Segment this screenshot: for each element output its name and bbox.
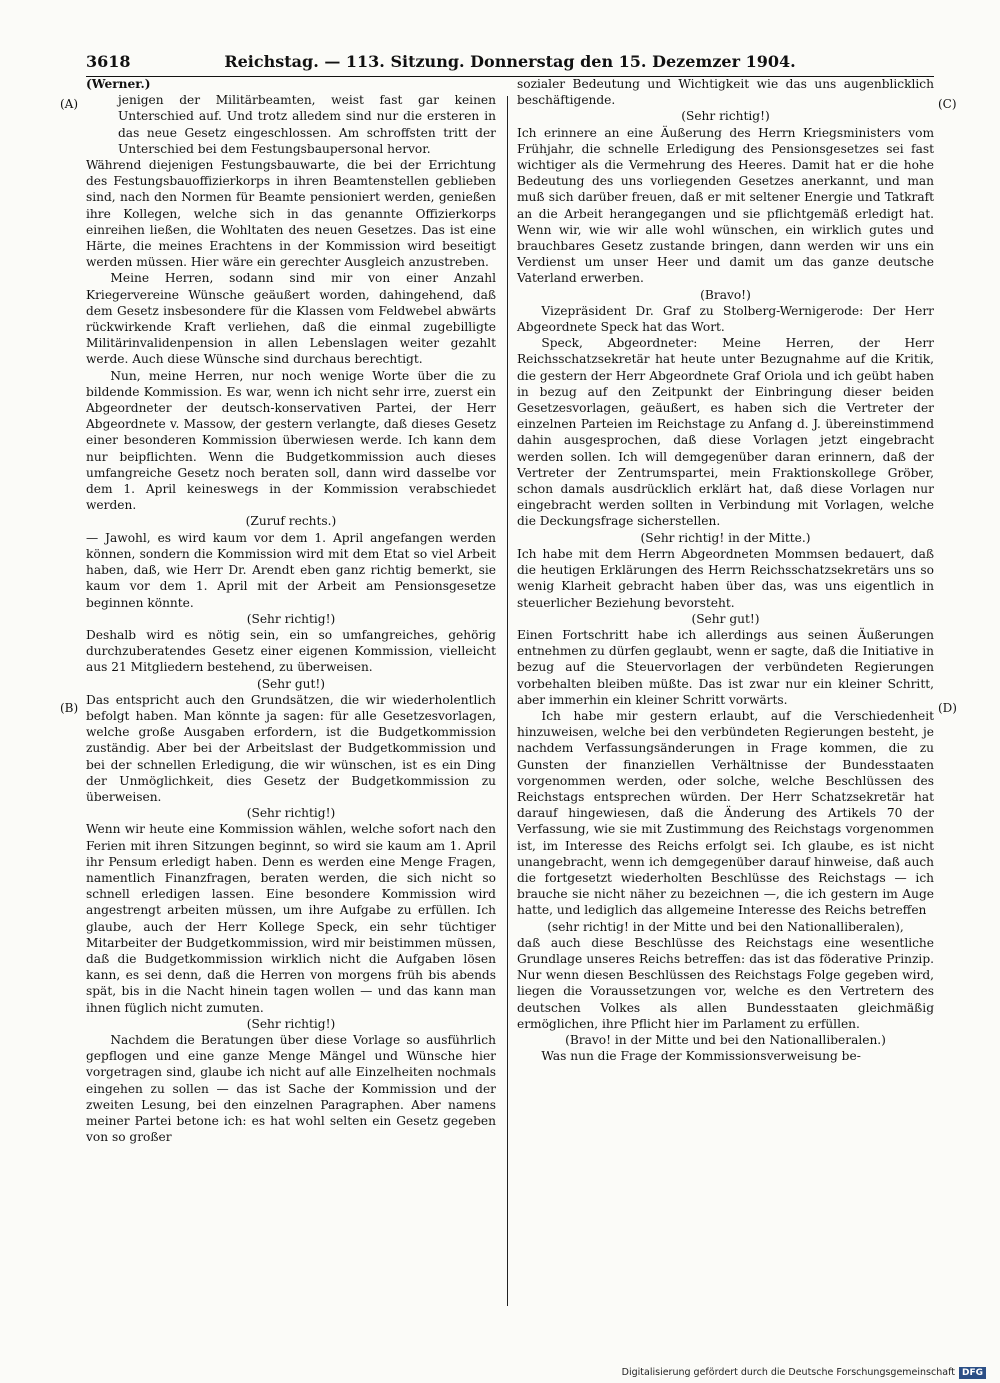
paragraph: Das entspricht auch den Grundsätzen, die wir wiederholentlich befolgt haben. Man könnte ja sagen: für alle Gesetzesvorlagen, welche große Ausgaben erfordern, ist die Budgetkommission zuständig. Aber bei der Arbeitslast der Budgetkommission und bei der schnellen Erledigung, die wir wünschen, ist es ein Ding der Unmöglichkeit, dies Gesetz der Budgetkommission zu überweisen. xyxy=(86,692,496,804)
interjection: (Sehr richtig! in der Mitte.) xyxy=(640,530,811,545)
running-header xyxy=(86,52,934,77)
paragraph: Wenn wir heute eine Kommission wählen, welche sofort nach den Ferien mit ihren Sitzungen beginnt, so wird sie kaum am 1. April ihr Pensum erledigt haben. Denn es werden eine Menge Fragen, namentlich Finanzfragen, beraten werden, die sich nicht so schnell erledigen lassen. Eine besondere Kommission wird angestrengt arbeiten müssen, um ihre Aufgabe zu erfüllen. Ich glaube, auch der Herr Kollege Speck, ein sehr tüchtiger Mitarbeiter der Budgetkommission, wird mir beistimmen müssen, daß die Budgetkommission wirklich nicht die Aufgaben lösen kann, es sei denn, daß die Herren von morgens früh bis abends spät, bis in die Nacht hinein tagen wollen — und das kann man ihnen füglich nicht zumuten. xyxy=(86,822,496,1015)
column-divider xyxy=(507,96,508,1306)
interjection: (Sehr richtig!) xyxy=(246,1016,336,1031)
paragraph: Während diejenigen Festungsbauwarte, die bei der Errichtung des Festungsbauoffizierkorps in ihren Beamtenstellen geblieben sind, nach den Normen für Beamte pensioniert werden, genießen ihre Kollegen, welche sich in das genannte Offizierkorps einreihen ließen, die Wohltaten des neuen Gesetzes. Das ist eine Härte, die meines Erachtens in der Kommission wird beseitigt werden müssen. Hier wäre ein gerechter Ausgleich anzustreben. xyxy=(86,158,496,270)
interjection: (Sehr gut!) xyxy=(691,611,760,626)
paragraph: jenigen der Militärbeamten, weist fast gar keinen Unterschied auf. Und trotz alledem sind nur die ersteren in das neue Gesetz eingeschlossen. Am schroffsten tritt der Unterschied bei dem Festungsbaupersonal hervor. xyxy=(118,93,496,156)
paragraph: Ich habe mir gestern erlaubt, auf die Verschiedenheit hinzuweisen, welche bei den verbündeten Regierungen besteht, je nachdem Verfassungsänderungen in Frage kommen, die zu Gunsten der finanziellen Verhältnisse der Bundesstaaten vorgenommen werden, oder solche, welche Beschlüssen des Reichstags entsprechen würden. Der Herr Schatzsekretär hat darauf hingewiesen, daß die Änderung des Artikels 70 der Verfassung, wie sie mit Zustimmung des Reichstags vorgenommen ist, im Interesse des Reichs erfolgt sei. Ich glaube, es ist nicht unangebracht, wenn ich demgegenüber darauf hinweise, daß auch die fortgesetzt wiederholten Beschlüsse des Reichstags — ich brauche sie nicht näher zu bezeichnen —, die ich gestern im Auge hatte, und lediglich das allgemeine Interesse des Reichs betreffen xyxy=(517,708,934,918)
interjection: (Sehr richtig!) xyxy=(246,611,336,626)
paragraph: Was nun die Frage der Kommissionsverweisung be- xyxy=(541,1049,861,1064)
paragraph: Meine Herren, sodann sind mir von einer Anzahl Kriegervereine Wünsche geäußert worden, dahingehend, daß dem Gesetz insbesondere für die Klassen vom Feldwebel abwärts rückwirkende Kraft verliehen, daß die einmal zugebilligte Militärinvalidenpension in allen Lebenslagen weiter gezahlt werde. Auch diese Wünsche sind durchaus berechtigt. xyxy=(86,271,496,367)
interjection: (Bravo!) xyxy=(700,287,751,302)
left-column xyxy=(86,76,496,1145)
paragraph: Nachdem die Beratungen über diese Vorlage so ausführlich gepflogen und eine ganze Menge Mängel und Wünsche hier vorgetragen sind, glaube ich nicht auf alle Einzelheiten nochmals eingehen zu sollen — das ist Sache der Kommission und der zweiten Lesung, bei den einzelnen Paragraphen. Aber namens meiner Partei betone ich: es hat wohl selten ein Gesetz gegeben von so großer xyxy=(86,1032,496,1145)
footer-credit: Digitalisierung gefördert durch die Deutsche Forschungsgemeinschaft xyxy=(621,1367,955,1378)
dfg-logo: DFG xyxy=(959,1367,986,1379)
paragraph: Speck, Abgeordneter: Meine Herren, der Herr Reichsschatzsekretär hat heute unter Bezugnahme auf die Kritik, die gestern der Herr Abgeordnete Graf Oriola und ich geübt haben in bezug auf den Zeitpunkt der Einbringung dieser beiden Gesetzesvorlagen, geäußert, es haben sich die Vertreter der einzelnen Parteien im Reichstage zu Anfang d. J. übereinstimmend dahin ausgesprochen, daß diese Vorlagen jetzt eingebracht werden sollen. Ich will demgegenüber daran erinnern, daß der Vertreter der Zentrumspartei, mein Fraktionskollege Gröber, schon damals ausdrücklich erklärt hat, daß diese Vorlagen nur eingebracht werden sollten in Verbindung mit Vorlagen, welche die Deckungsfrage sicherstellen. xyxy=(517,336,934,529)
speaker-name: (Werner.) xyxy=(86,77,151,91)
right-column xyxy=(517,76,934,1064)
paragraph: sozialer Bedeutung und Wichtigkeit wie das uns augenblicklich beschäftigende. xyxy=(517,77,934,108)
paragraph: Nun, meine Herren, nur noch wenige Worte über die zu bildende Kommission. Es war, wenn ich nicht sehr irre, zuerst ein Abgeordneter der deutsch-konservativen Partei, der Herr Abgeordnete v. Massow, der gestern verlangte, daß dieses Gesetz einer besonderen Kommission überwiesen werde. Ich kann dem nur beipflichten. Wenn die Budgetkommission auch dieses umfangreiche Gesetz noch beraten soll, dann wird dasselbe vor dem 1. April keineswegs in der Kommission verabschiedet werden. xyxy=(86,368,496,513)
running-title: Reichstag. — 113. Sitzung. Donnerstag den 15. Dezemzer 1904. xyxy=(224,52,796,71)
paragraph: Ich habe mit dem Herrn Abgeordneten Mommsen bedauert, daß die heutigen Erklärungen des Herrn Reichsschatzsekretärs uns so wenig Klarheit gebracht haben über das, was uns eigentlich in steuerlicher Beziehung bevorsteht. xyxy=(517,546,934,610)
margin-mark-b: (B) xyxy=(60,701,79,715)
page-number: 3618 xyxy=(86,52,131,71)
paragraph: Einen Fortschritt habe ich allerdings aus seinen Äußerungen entnehmen zu dürfen geglaubt, wenn er sagte, daß die Initiative in bezug auf die Steuervorlagen der verbündeten Regierungen vorbehalten bleiben müßte. Das ist zwar nur ein kleiner Schritt, aber immerhin ein kleiner Schritt vorwärts. xyxy=(517,627,934,707)
footer xyxy=(596,1365,986,1381)
interjection: (Sehr richtig!) xyxy=(681,109,770,124)
interjection: (Bravo! in der Mitte und bei den Nationalliberalen.) xyxy=(565,1032,886,1047)
paragraph: — Jawohl, es wird kaum vor dem 1. April angefangen werden können, sondern die Kommission wird mit dem Etat so viel Arbeit haben, daß, wie Herr Dr. Arendt eben ganz richtig bemerkt, sie kaum vor dem 1. April mit der Arbeit am Pensionsgesetze beginnen könnte. xyxy=(86,530,496,610)
paragraph: Deshalb wird es nötig sein, ein so umfangreiches, gehörig durchzuberatendes Gesetz einer eigenen Kommission, vielleicht aus 21 Mitgliedern bestehend, zu überweisen. xyxy=(86,627,496,675)
interjection: (Zuruf rechts.) xyxy=(245,514,337,529)
paragraph: Ich erinnere an eine Äußerung des Herrn Kriegsministers vom Frühjahr, die schnelle Erledigung des Pensionsgesetzes sei fast wichtiger als die Vermehrung des Heeres. Damit hat er die hohe Bedeutung des uns vorliegenden Gesetzes anerkannt, und man muß sich darüber freuen, daß er mit seltener Energie und Tatkraft an die Arbeit herangegangen und sie pflichtgemäß erledigt hat. Wenn wir, wie wir alle wohl wünschen, ein wirklich gutes und brauchbares Gesetz zustande bringen, dann werden wir uns ein Verdienst um unser Heer und damit um das ganze deutsche Vaterland erwerben. xyxy=(517,125,934,286)
paragraph: daß auch diese Beschlüsse des Reichstags eine wesentliche Grundlage unseres Reichs betreffen: das ist das föderative Prinzip. Nur wenn diesen Beschlüssen des Reichstags Folge gegeben wird, liegen die Voraussetzungen vor, welche es den Vertretern des deutschen Volkes als allen Bundesstaaten gleichmäßig ermöglichen, ihre Pflicht hier im Parlament zu erfüllen. xyxy=(517,935,934,1031)
margin-mark-a: (A) xyxy=(60,97,79,111)
paragraph: Vizepräsident Dr. Graf zu Stolberg-Wernigerode: Der Herr Abgeordnete Speck hat das Wort. xyxy=(517,303,934,335)
interjection: (Sehr richtig!) xyxy=(246,806,336,821)
margin-mark-c: (C) xyxy=(938,97,957,111)
margin-mark-d: (D) xyxy=(938,701,957,715)
interjection: (sehr richtig! in der Mitte und bei den Nationalliberalen), xyxy=(547,919,904,934)
interjection: (Sehr gut!) xyxy=(256,676,326,691)
